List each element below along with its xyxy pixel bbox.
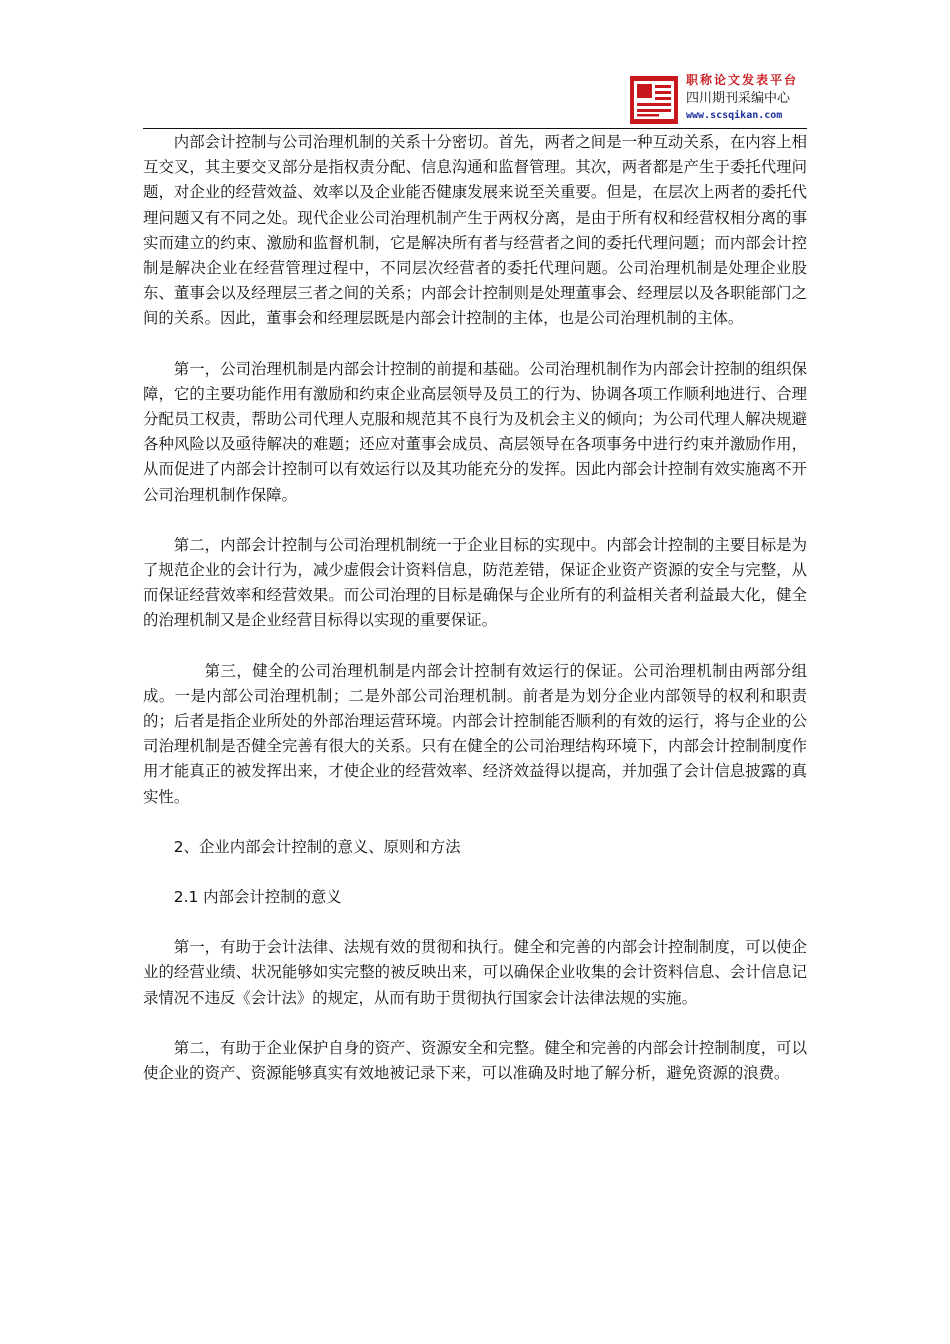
document-body	[143, 130, 807, 1111]
paragraph: 第一，公司治理机制是内部会计控制的前提和基础。公司治理机制作为内部会计控制的组织保障，它的主要功能作用有激励和约束企业高层领导及员工的行为、协调各项工作顺利地进行、合理分配员工权责，帮助公司代理人克服和规范其不良行为及机会主义的倾向；为公司代理人解决规避各种风险以及亟待解决的难题；还应对董事会成员、高层领导在各项事务中进行约束并激励作用，从而促进了内部会计控制可以有效运行以及其功能充分的发挥。因此内部会计控制有效实施离不开公司治理机制作保障。	[143, 359, 807, 504]
section-heading: 2、企业内部会计控制的意义、原则和方法	[173, 837, 461, 856]
paragraph: 第二，有助于企业保护自身的资产、资源安全和完整。健全和完善的内部会计控制制度，可以使企业的资产、资源能够真实有效地被记录下来，可以准确及时地了解分析，避免资源的浪费。	[143, 1038, 807, 1083]
paragraph: 第三，健全的公司治理机制是内部会计控制有效运行的保证。公司治理机制由两部分组成。一是内部公司治理机制；二是外部公司治理机制。前者是为划分企业内部领导的权利和职责的；后者是指企业所处的外部治理运营环境。内部会计控制能否顺利的有效的运行，将与企业的公司治理机制是否健全完善有很大的关系。只有在健全的公司治理结构环境下，内部会计控制制度作用才能真正的被发挥出来，才使企业的经营效率、经济效益得以提高，并加强了会计信息披露的真实性。	[143, 661, 807, 806]
website-link[interactable]: www.scsqikan.com	[686, 110, 783, 121]
subsection-heading: 2.1 内部会计控制的意义	[173, 888, 342, 907]
paragraph: 内部会计控制与公司治理机制的关系十分密切。首先，两者之间是一种互动关系，在内容上相互交叉，其主要交叉部分是指权责分配、信息沟通和监督管理。其次，两者都是产生于委托代理问题，对企业的经营效益、效率以及企业能否健康发展来说至关重要。但是，在层次上两者的委托代理问题又有不同之处。现代企业公司治理机制产生于两权分离，是由于所有权和经营权相分离的事实而建立的约束、激励和监督机制，它是解决所有者与经营者之间的委托代理问题；而内部会计控制是解决企业在经营管理过程中，不同层次经营者的委托代理问题。公司治理机制是处理企业股东、董事会以及经理层三者之间的关系；内部会计控制则是处理董事会、经理层以及各职能部门之间的关系。因此，董事会和经理层既是内部会计控制的主体，也是公司治理机制的主体。	[143, 133, 807, 328]
paragraph: 第一，有助于会计法律、法规有效的贯彻和执行。健全和完善的内部会计控制制度，可以使企业的经营业绩、状况能够如实完整的被反映出来，可以确保企业收集的会计资料信息、会计信息记录情况不违反《会计法》的规定，从而有助于贯彻执行国家会计法律法规的实施。	[143, 938, 807, 1007]
newspaper-icon	[630, 76, 678, 124]
paragraph: 第二，内部会计控制与公司治理机制统一于企业目标的实现中。内部会计控制的主要目标是为了规范企业的会计行为，减少虚假会计资料信息，防范差错，保证企业资产资源的安全与完整，从而保证经营效率和经营效果。而公司治理的目标是确保与企业所有的利益相关者利益最大化，健全的治理机制又是企业经营目标得以实现的重要保证。	[143, 535, 807, 630]
header-logo-block	[630, 72, 810, 128]
org-name: 四川期刊采编中心	[686, 91, 791, 106]
platform-name: 职称论文发表平台	[686, 73, 799, 87]
header-divider	[143, 128, 807, 129]
